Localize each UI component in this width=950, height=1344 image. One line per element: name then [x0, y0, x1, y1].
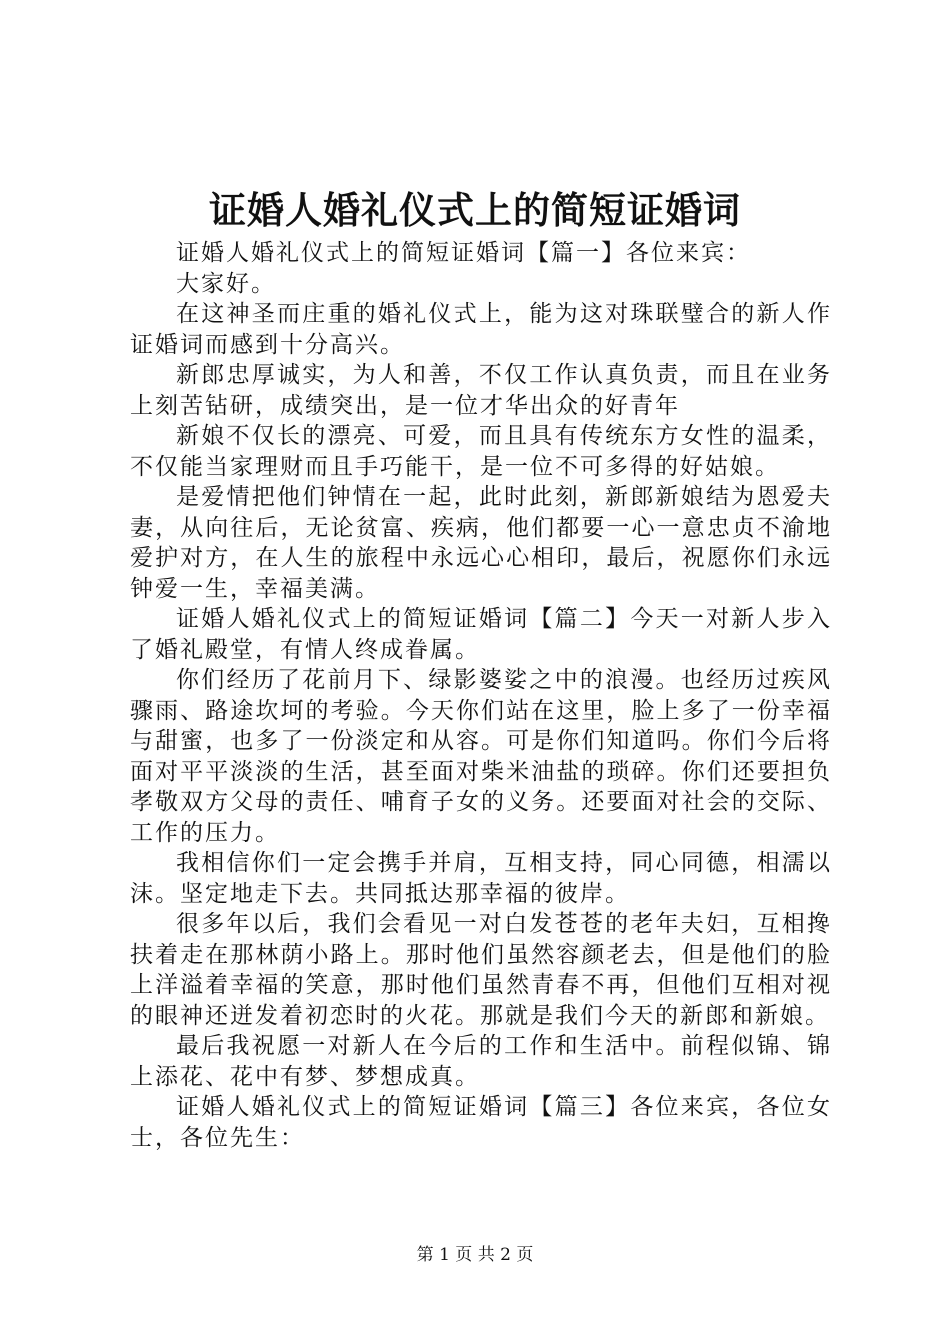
paragraph: 你们经历了花前月下、绿影婆娑之中的浪漫。也经历过疾风骤雨、路途坎坷的考验。今天你们站在这里，脸上多了一份幸福与甜蜜，也多了一份淡定和从容。可是你们知道吗。你们今后将面对平平淡淡的生活，甚至面对柴米油盐的琐碎。你们还要担负孝敬双方父母的责任、哺育子女的义务。还要面对社会的交际、工作的压力。 [130, 667, 832, 846]
document-title: 证婚人婚礼仪式上的简短证婚词 [209, 188, 741, 232]
paragraph: 大家好。 [176, 270, 276, 297]
paragraph: 是爱情把他们钟情在一起，此时此刻，新郎新娘结为恩爱夫妻，从向往后，无论贫富、疾病，他们都要一心一意忠贞不渝地爱护对方，在人生的旅程中永远心心相印，最后，祝愿你们永远钟爱一生，幸福美满。 [130, 484, 832, 602]
paragraph: 证婚人婚礼仪式上的简短证婚词【篇二】今天一对新人步入了婚礼殿堂，有情人终成眷属。 [130, 606, 832, 663]
paragraph: 新娘不仅长的漂亮、可爱，而且具有传统东方女性的温柔，不仅能当家理财而且手巧能干，是一位不可多得的好姑娘。 [130, 423, 832, 480]
paragraph: 最后我祝愿一对新人在今后的工作和生活中。前程似锦、锦上添花、花中有梦、梦想成真。 [130, 1033, 832, 1090]
paragraph: 新郎忠厚诚实，为人和善，不仅工作认真负责，而且在业务上刻苦钻研，成绩突出，是一位才华出众的好青年 [130, 362, 832, 419]
paragraph: 证婚人婚礼仪式上的简短证婚词【篇一】各位来宾： [176, 240, 751, 266]
page-footer: 第 1 页 共 2 页 [416, 1245, 534, 1265]
paragraph: 证婚人婚礼仪式上的简短证婚词【篇三】各位来宾，各位女士，各位先生： [130, 1094, 832, 1151]
paragraph: 很多年以后，我们会看见一对白发苍苍的老年夫妇，互相搀扶着走在那林荫小路上。那时他们虽然容颜老去，但是他们的脸上洋溢着幸福的笑意，那时他们虽然青春不再，但他们互相对视的眼神还迸发着初恋时的火花。那就是我们今天的新郎和新娘。 [130, 911, 832, 1029]
paragraph: 我相信你们一定会携手并肩，互相支持，同心同德，相濡以沫。坚定地走下去。共同抵达那幸福的彼岸。 [130, 850, 832, 907]
paragraph: 在这神圣而庄重的婚礼仪式上，能为这对珠联璧合的新人作证婚词而感到十分高兴。 [130, 301, 832, 358]
document-body [130, 238, 832, 1153]
